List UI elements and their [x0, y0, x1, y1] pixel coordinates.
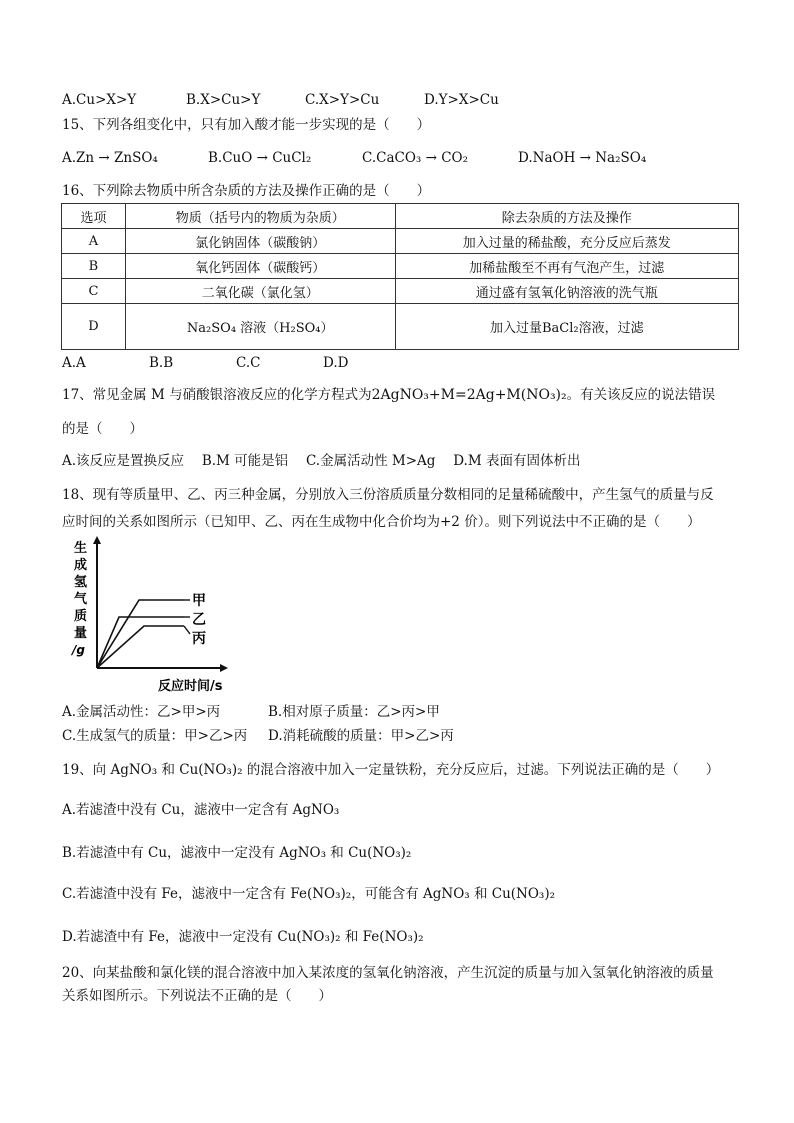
q17-stem-part1: 17、常见金属 M 与硝酸银溶液反应的化学方程式为 — [62, 387, 372, 403]
chart-leader-bing — [184, 626, 190, 634]
chart-xlabel: 反应时间/s — [158, 679, 223, 694]
q18-stem-line2: 应时间的关系如图所示（已知甲、乙、丙在生成物中化合价均为+2 价）。则下列说法中不正确的是（ ） — [62, 514, 701, 530]
chart-series-jia — [97, 600, 184, 668]
q16-stem: 16、下列除去物质中所含杂质的方法及操作正确的是（ ） — [62, 183, 431, 199]
q17-stem-part2: 。有关该反应的说法错误 — [566, 387, 716, 403]
q19-option-a: A.若滤渣中没有 Cu，滤液中一定含有 AgNO₃ — [62, 802, 340, 818]
table-row — [62, 229, 739, 254]
table-row — [62, 304, 739, 350]
q18-hydrogen-chart — [60, 536, 230, 696]
q19-stem: 19、向 AgNO₃ 和 Cu(NO₃)₂ 的混合溶液中加入一定量铁粉，充分反应后，过滤。下列说法正确的是（ ） — [62, 762, 720, 778]
table-header-row — [62, 204, 739, 229]
table-cell: B — [62, 254, 126, 279]
chart-series-yi — [97, 617, 184, 668]
q16-option-a: A.A — [62, 355, 86, 371]
table-cell: A — [62, 229, 126, 254]
chart-ylabel-unit: /g — [72, 643, 85, 657]
q19-option-c: C.若滤渣中没有 Fe，滤液中一定含有 Fe(NO₃)₂，可能含有 AgNO₃ 和 Cu(NO₃)₂ — [62, 886, 556, 902]
q16-table — [61, 203, 739, 350]
q19-option-b: B.若滤渣中有 Cu，滤液中一定没有 AgNO₃ 和 Cu(NO₃)₂ — [62, 845, 412, 861]
q14-option-b: B.X>Cu>Y — [186, 92, 261, 108]
chart-label-bing: 丙 — [192, 631, 206, 647]
table-cell: 加入过量的稀盐酸，充分反应后蒸发 — [395, 229, 738, 254]
q14-option-d: D.Y>X>Cu — [424, 92, 499, 108]
q17-stem-line2: 的是（ ） — [62, 421, 143, 437]
q16-option-d: D.D — [323, 355, 349, 371]
chart-ylabel-char: 成 — [74, 558, 88, 573]
chart-ylabel-char: 量 — [74, 626, 88, 641]
table-cell: 氯化钠固体（碳酸钠） — [125, 229, 395, 254]
q18-stem-line1: 18、现有等质量甲、乙、丙三种金属，分别放入三份溶质质量分数相同的足量稀硫酸中，产生氢气的质量与反 — [62, 487, 714, 503]
table-cell: Na₂SO₄ 溶液（H₂SO₄） — [125, 304, 395, 350]
chart-ylabel-char: 生 — [74, 541, 88, 556]
table-cell: 加稀盐酸至不再有气泡产生，过滤 — [395, 254, 738, 279]
q16-option-c: C.C — [236, 355, 261, 371]
table-header-cell: 物质（括号内的物质为杂质） — [125, 204, 395, 229]
q18-option-b: B.相对原子质量：乙>丙>甲 — [268, 704, 440, 720]
chart-ylabel-char: 质 — [74, 609, 88, 624]
q16-option-b: B.B — [149, 355, 174, 371]
chart-x-axis-arrow — [220, 664, 228, 672]
q17-options: A.该反应是置换反应 B.M 可能是铝 C.金属活动性 M>Ag D.M 表面有固体析出 — [62, 453, 581, 469]
table-header-cell: 除去杂质的方法及操作 — [395, 204, 738, 229]
table-cell: C — [62, 279, 126, 304]
q15-stem: 15、下列各组变化中，只有加入酸才能一步实现的是（ ） — [62, 117, 431, 133]
chart-label-jia: 甲 — [192, 593, 206, 609]
table-cell: D — [62, 304, 126, 350]
q18-option-d: D.消耗硫酸的质量：甲>乙>丙 — [268, 728, 454, 744]
q20-stem-line2: 关系如图所示。下列说法不正确的是（ ） — [62, 988, 332, 1004]
table-cell: 二氧化碳（氯化氢） — [125, 279, 395, 304]
table-header-cell: 选项 — [62, 204, 126, 229]
chart-y-axis-arrow — [93, 536, 101, 544]
chart-ylabel-char: 氢 — [74, 575, 88, 590]
q15-option-a: A.Zn → ZnSO₄ — [62, 150, 158, 166]
q17-stem-line1 — [62, 385, 715, 405]
q15-option-b: B.CuO → CuCl₂ — [208, 150, 312, 166]
q14-option-c: C.X>Y>Cu — [305, 92, 380, 108]
q14-option-a: A.Cu>X>Y — [62, 92, 137, 108]
chart-ylabel-char: 气 — [74, 592, 88, 607]
table-cell: 通过盛有氢氧化钠溶液的洗气瓶 — [395, 279, 738, 304]
table-row — [62, 254, 739, 279]
q15-option-c: C.CaCO₃ → CO₂ — [362, 150, 469, 166]
table-cell: 加入过量BaCl₂溶液，过滤 — [395, 304, 738, 350]
q17-equation: 2AgNO₃+M=2Ag+M(NO₃)₂ — [371, 387, 567, 403]
q15-option-d: D.NaOH → Na₂SO₄ — [518, 150, 647, 166]
q18-option-a: A.金属活动性：乙>甲>丙 — [62, 704, 221, 720]
q18-option-c: C.生成氢气的质量：甲>乙>丙 — [62, 728, 248, 744]
table-row — [62, 279, 739, 304]
q19-option-d: D.若滤渣中有 Fe，滤液中一定没有 Cu(NO₃)₂ 和 Fe(NO₃)₂ — [62, 929, 424, 945]
chart-label-yi: 乙 — [192, 612, 206, 628]
table-cell: 氧化钙固体（碳酸钙） — [125, 254, 395, 279]
q20-stem-line1: 20、向某盐酸和氯化镁的混合溶液中加入某浓度的氢氧化钠溶液，产生沉淀的质量与加入氢氧化钠溶液的质量 — [62, 965, 714, 981]
